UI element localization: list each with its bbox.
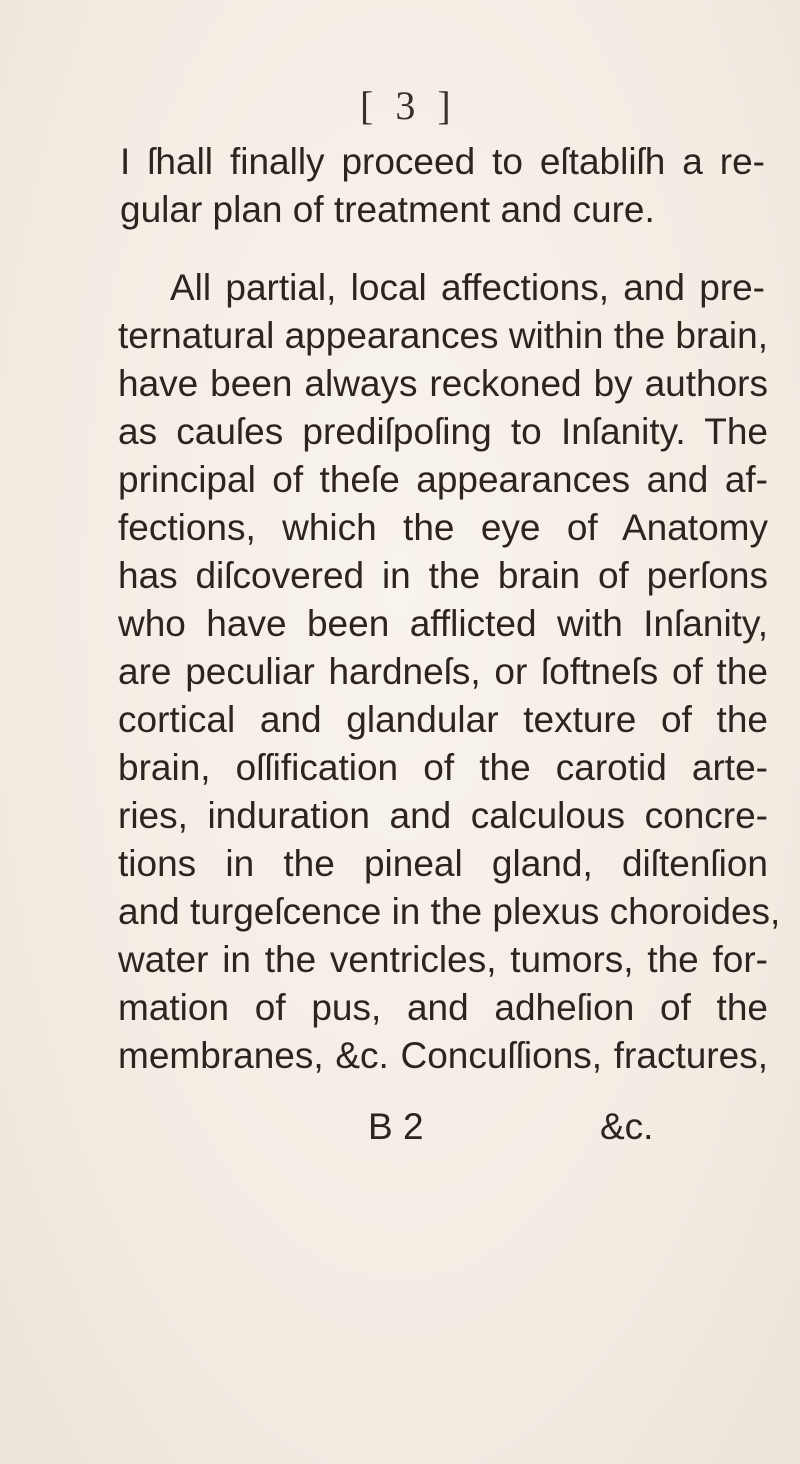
text-line: has diſcovered in the brain of perſons	[118, 555, 768, 596]
catchword: &c.	[600, 1106, 654, 1147]
text-line: principal of theſe appearances and af-	[118, 459, 768, 500]
text-line: I ſhall finally proceed to eſtabliſh a re-	[120, 141, 765, 182]
text-line: ries, induration and calculous concre-	[118, 795, 768, 836]
text-line: are peculiar hardneſs, or ſoftneſs of the	[118, 651, 768, 692]
text-line: tions in the pineal gland, diſtenſion	[118, 843, 768, 884]
text-line: fections, which the eye of Anatomy	[118, 507, 768, 548]
text-line: as cauſes prediſpoſing to Inſanity. The	[118, 411, 768, 452]
text-line: have been always reckoned by authors	[118, 363, 768, 404]
text-line: membranes, &c. Concuſſions, fractures,	[118, 1035, 768, 1076]
text-line: mation of pus, and adheſion of the	[118, 987, 768, 1028]
text-line: ternatural appearances within the brain,	[118, 315, 768, 356]
text-line: gular plan of treatment and cure.	[120, 189, 655, 230]
text-line: cortical and glandular texture of the	[118, 699, 768, 740]
text-line: water in the ventricles, tumors, the for-	[118, 939, 768, 980]
text-line: brain, oſſification of the carotid arte-	[118, 747, 768, 788]
page-footer	[0, 1103, 800, 1151]
text-line: All partial, local affections, and pre-	[170, 267, 765, 308]
signature-mark: B 2	[368, 1106, 424, 1147]
page-number: [ 3 ]	[360, 83, 457, 128]
text-line: who have been afflicted with Inſanity,	[118, 603, 768, 644]
text-line: and turgeſcence in the plexus choroides,	[118, 891, 781, 932]
